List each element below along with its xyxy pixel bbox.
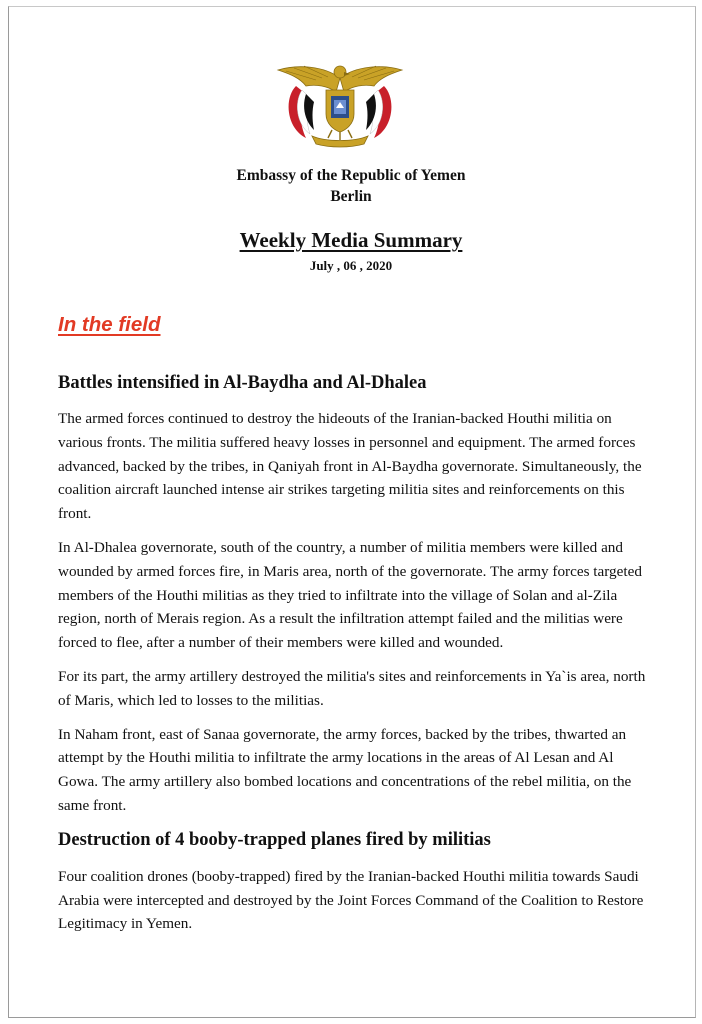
section-heading: In the field — [58, 313, 161, 336]
article-paragraph: In Al-Dhalea governorate, south of the country, a number of militia members were killed and wounded by armed forces fire, in Maris area, north of the governorate. The army forces targeted members of the Houthi militias as they tried to infiltrate into the village of Solan and al-Zila region, north of Merais region. As a result the infiltration attempt failed and the militias were forced to flee, after a number of their members were killed and wounded. — [58, 538, 642, 652]
article-heading: Battles intensified in Al-Baydha and Al-Dhalea — [58, 373, 427, 393]
embassy-city: Berlin — [330, 188, 372, 205]
article-paragraph: The armed forces continued to destroy the hideouts of the Iranian-backed Houthi militia on various fronts. The militia suffered heavy losses in personnel and equipment. The armed forces advanced, backed by the tribes, in Qaniyah front in Al-Baydha governorate. Simultaneously, the coalition aircraft launched intense air strikes targeting militia sites and reinforcements on this front. — [58, 410, 642, 523]
document-date: July , 06 , 2020 — [309, 258, 393, 273]
article-paragraph: For its part, the army artillery destroyed the militia's sites and reinforcements in Ya`is area, north of Maris, which led to losses to the militias. — [58, 667, 646, 709]
yemen-emblem-icon — [276, 56, 404, 152]
article-heading: Destruction of 4 booby-trapped planes fired by militias — [58, 829, 491, 850]
article-paragraph: In Naham front, east of Sanaa governorate, the army forces, backed by the tribes, thwarted an attempt by the Houthi militia to infiltrate the army locations in the areas of Al Lesan and Al Gowa. The army artillery also bombed locations and concentrations of the rebel militia, on the same front. — [58, 725, 632, 814]
document-title: Weekly Media Summary — [239, 228, 463, 252]
article-paragraph: Four coalition drones (booby-trapped) fired by the Iranian-backed Houthi militia towards Saudi Arabia were intercepted and destroyed by the Joint Forces Command of the Coalition to Restore Legitimacy in Yemen. — [58, 867, 644, 933]
document-body — [58, 370, 648, 936]
embassy-name: Embassy of the Republic of Yemen — [236, 167, 466, 184]
